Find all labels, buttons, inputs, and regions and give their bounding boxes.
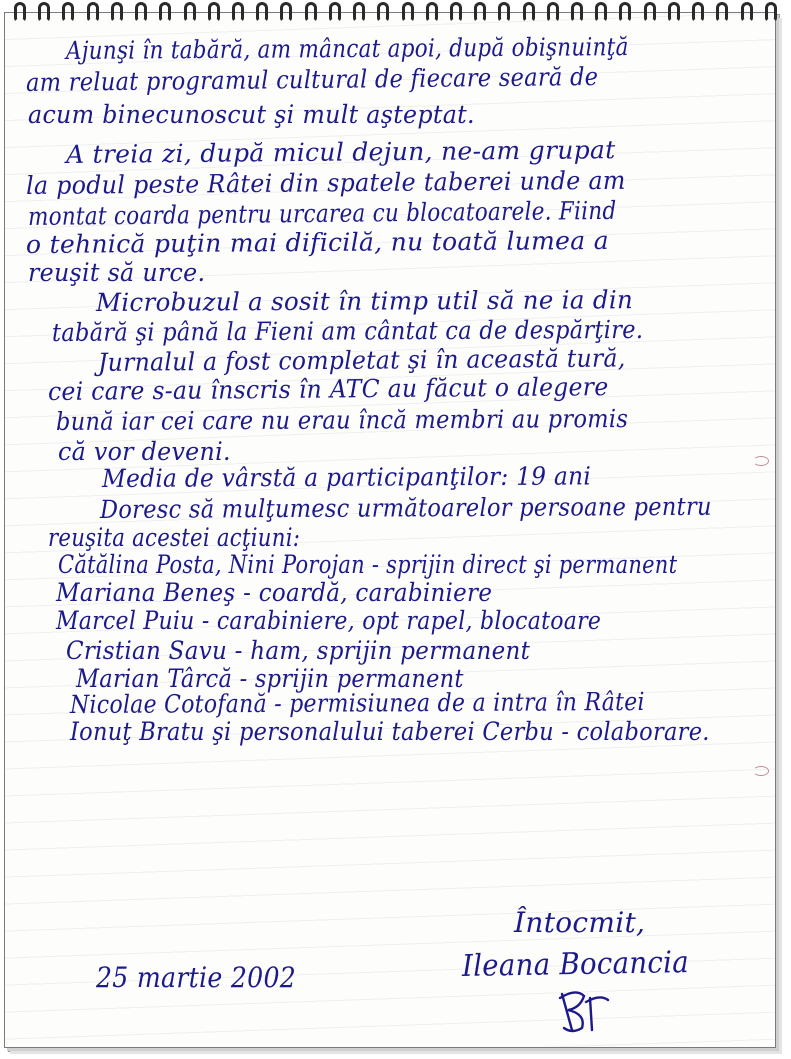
letter-line: Microbuzul a sosit în timp util să ne ia din [95, 285, 634, 317]
letter-line: Ionuţ Bratu şi personalului taberei Cerbu - colaborare. [70, 717, 710, 746]
letter-line: o tehnică puţin mai dificilă, nu toată lumea a [25, 225, 609, 259]
letter-line: A treia zi, după micul dejun, ne-am grupat [65, 135, 616, 169]
letter-line: bună iar cei care nu erau încă membri au promis [55, 404, 629, 436]
letter-closing: Întocmit, [514, 906, 646, 939]
author-name: Ileana Bocancia [461, 945, 690, 984]
letter-date: 25 martie 2002 [96, 961, 297, 994]
letter-line: Mariana Beneş - coardă, carabiniere [56, 578, 493, 607]
letter-line: Marian Târcă - sprijin permanent [76, 664, 464, 693]
letter-line: tabără şi până la Fieni am cântat ca de despărţire. [51, 314, 644, 347]
letter-line: Ajunşi în tabără, am mâncat apoi, după obişnuinţă [65, 32, 629, 65]
letter-line: am reluat programul cultural de fiecare seară de [25, 62, 599, 97]
letter-line: montat coarda pentru urcarea cu blocatoarele. Fiind [27, 195, 617, 231]
letter-line: reuşita acestei acţiuni: [48, 523, 301, 552]
letter-line: acum binecunoscut şi mult aşteptat. [28, 100, 475, 129]
letter-line: Media de vârstă a participanţilor: 19 ani [101, 461, 592, 493]
letter-line: cei care s-au înscris în ATC au făcut o alegere [47, 372, 609, 406]
letter-line: la podul peste Râtei din spatele taberei unde am [25, 165, 626, 200]
letter-line: Jurnalul a fost completat şi în această tură, [97, 343, 626, 377]
letter-line: Doresc să mulţumesc următoarelor persoane pentru [99, 491, 712, 524]
letter-line: Cristian Savu - ham, sprijin permanent [66, 636, 531, 665]
letter-line: Nicolae Cotofană - permisiunea de a intra în Râtei [69, 686, 645, 719]
letter-line: Cătălina Posta, Nini Porojan - sprijin direct şi permanent [58, 550, 678, 579]
letter-line: Marcel Puiu - carabiniere, opt rapel, blocatoare [56, 606, 602, 635]
letter-line: că vor deveni. [58, 437, 231, 466]
letter-line: reuşit să urce. [28, 258, 206, 287]
signature-mark [556, 988, 612, 1036]
